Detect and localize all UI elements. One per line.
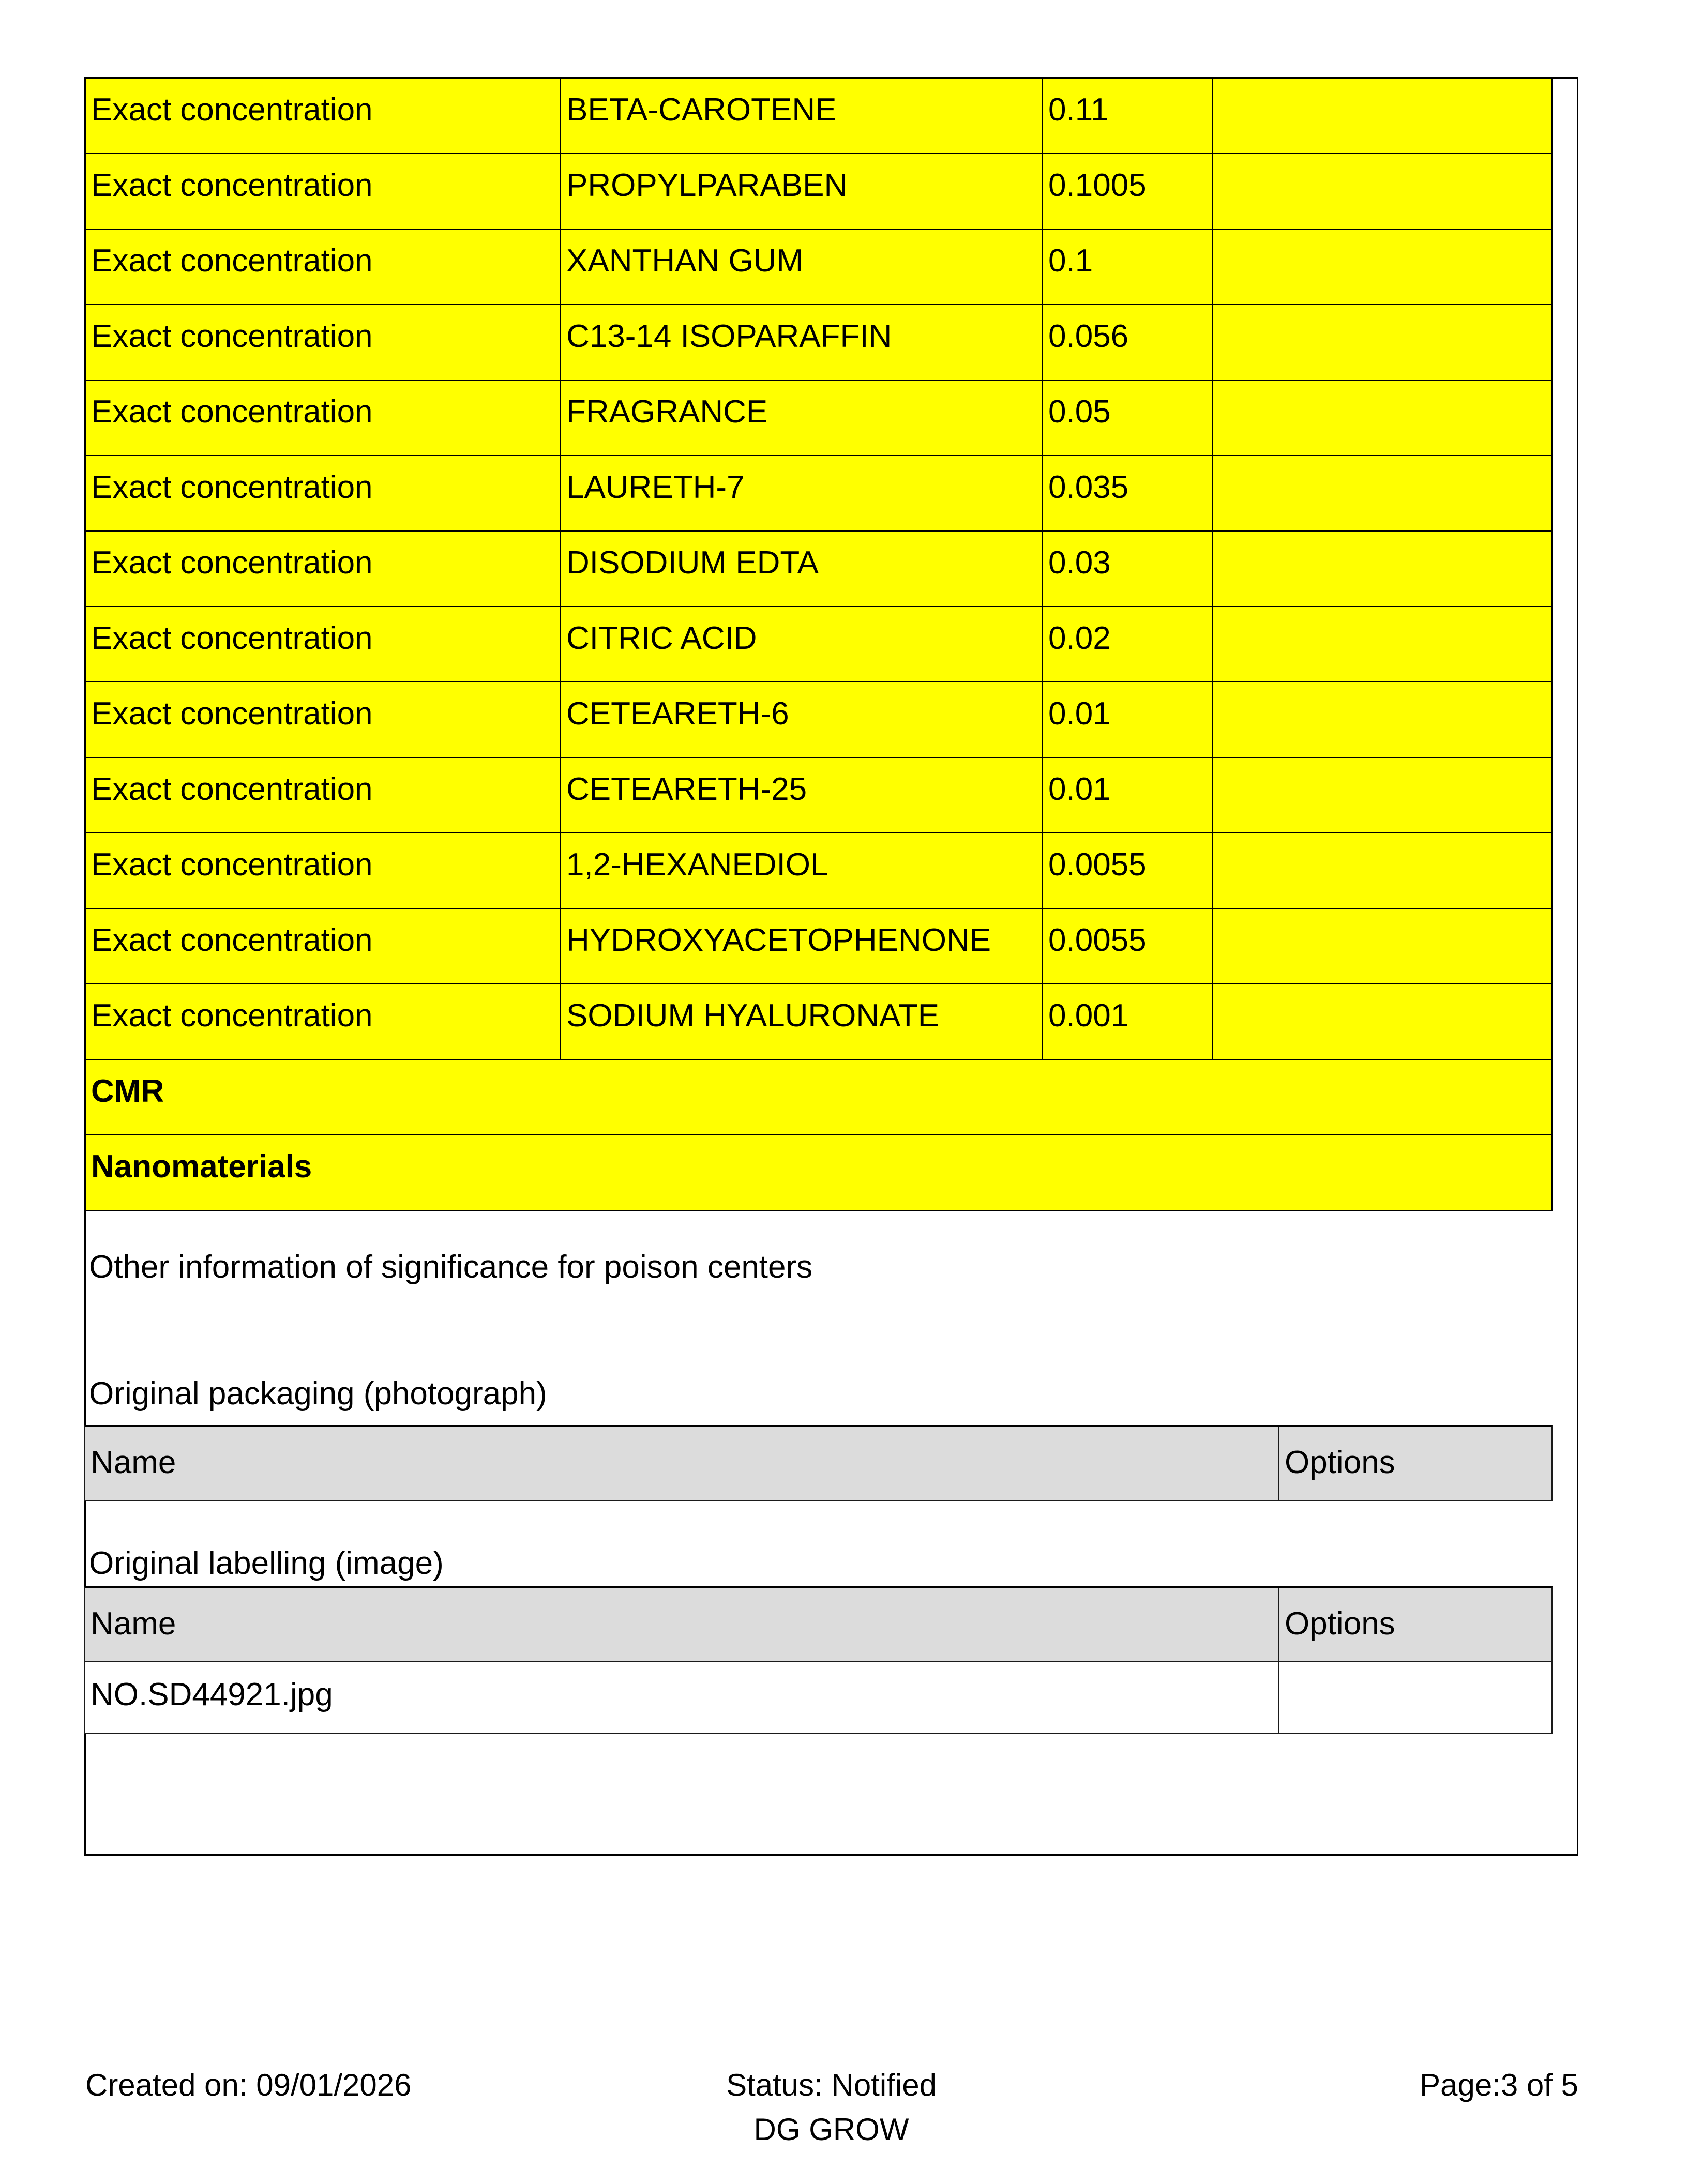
ingredient-name-cell: XANTHAN GUM — [561, 230, 1043, 304]
labelling-table-header — [85, 1588, 1551, 1661]
packaging-table — [84, 1425, 1553, 1501]
table-row — [86, 456, 1553, 532]
ingredient-name-cell: C13-14 ISOPARAFFIN — [561, 305, 1043, 380]
original-packaging-heading: Original packaging (photograph) — [89, 1376, 547, 1412]
ingredient-name-cell: CETEARETH-25 — [561, 758, 1043, 832]
ingredient-name-cell: CITRIC ACID — [561, 607, 1043, 681]
empty-cell — [1213, 456, 1553, 530]
empty-cell — [1213, 682, 1553, 757]
row-label-cell: Exact concentration — [86, 79, 561, 153]
ingredient-name-cell: FRAGRANCE — [561, 381, 1043, 455]
concentration-value-cell: 0.05 — [1043, 381, 1213, 455]
row-label-cell: Exact concentration — [86, 532, 561, 606]
table-row — [86, 305, 1553, 381]
row-label-cell: Exact concentration — [86, 984, 561, 1059]
concentration-value-cell: 0.001 — [1043, 984, 1213, 1059]
empty-cell — [1213, 230, 1553, 304]
cmr-row — [86, 1060, 1553, 1135]
empty-cell — [1213, 758, 1553, 832]
empty-cell — [1213, 154, 1553, 229]
ingredient-name-cell: HYDROXYACETOPHENONE — [561, 909, 1043, 983]
empty-cell — [1213, 381, 1553, 455]
concentration-value-cell: 0.035 — [1043, 456, 1213, 530]
labelling-name-column-header: Name — [91, 1606, 176, 1642]
file-name-cell: NO.SD44921.jpg — [91, 1677, 333, 1712]
empty-cell — [1213, 984, 1553, 1059]
row-label-cell: Exact concentration — [86, 154, 561, 229]
table-row — [86, 532, 1553, 607]
table-row — [86, 154, 1553, 230]
original-labelling-heading: Original labelling (image) — [89, 1545, 444, 1581]
packaging-table-header — [85, 1427, 1551, 1500]
concentration-value-cell: 0.11 — [1043, 79, 1213, 153]
concentration-value-cell: 0.0055 — [1043, 833, 1213, 908]
table-row — [86, 381, 1553, 456]
ingredient-name-cell: PROPYLPARABEN — [561, 154, 1043, 229]
row-label-cell: Exact concentration — [86, 758, 561, 832]
labelling-options-column-header: Options — [1278, 1588, 1551, 1661]
cmr-label: CMR — [86, 1060, 1553, 1134]
table-row — [86, 984, 1553, 1060]
empty-cell — [1213, 532, 1553, 606]
concentration-value-cell: 0.01 — [1043, 682, 1213, 757]
ingredient-name-cell: CETEARETH-6 — [561, 682, 1043, 757]
concentration-value-cell: 0.03 — [1043, 532, 1213, 606]
nanomaterials-row — [86, 1135, 1553, 1211]
row-label-cell: Exact concentration — [86, 833, 561, 908]
ingredient-name-cell: BETA-CAROTENE — [561, 79, 1043, 153]
table-row — [86, 682, 1553, 758]
created-on-text: Created on: 09/01/2026 — [85, 2068, 412, 2102]
table-row — [86, 607, 1553, 682]
row-label-cell: Exact concentration — [86, 456, 561, 530]
options-cell — [1278, 1662, 1551, 1733]
other-info-heading: Other information of significance for poison centers — [89, 1249, 813, 1285]
row-label-cell: Exact concentration — [86, 381, 561, 455]
table-row — [86, 758, 1553, 833]
packaging-options-column-header: Options — [1278, 1427, 1551, 1500]
empty-cell — [1213, 833, 1553, 908]
dg-grow-text: DG GROW — [753, 2112, 909, 2147]
row-label-cell: Exact concentration — [86, 230, 561, 304]
row-label-cell: Exact concentration — [86, 305, 561, 380]
ingredient-name-cell: 1,2-HEXANEDIOL — [561, 833, 1043, 908]
table-row — [86, 833, 1553, 909]
ingredient-name-cell: DISODIUM EDTA — [561, 532, 1043, 606]
page-footer — [84, 2067, 1578, 2171]
status-text: Status: Notified — [726, 2068, 937, 2102]
concentration-value-cell: 0.02 — [1043, 607, 1213, 681]
concentration-rows — [86, 79, 1553, 1060]
empty-cell — [1213, 607, 1553, 681]
table-row — [86, 79, 1553, 154]
concentration-value-cell: 0.1 — [1043, 230, 1213, 304]
concentration-value-cell: 0.01 — [1043, 758, 1213, 832]
concentration-value-cell: 0.056 — [1043, 305, 1213, 380]
concentration-table — [84, 79, 1553, 1211]
page-number-text: Page:3 of 5 — [1420, 2068, 1578, 2102]
table-row — [86, 230, 1553, 305]
empty-cell — [1213, 79, 1553, 153]
labelling-table — [84, 1586, 1553, 1734]
row-label-cell: Exact concentration — [86, 607, 561, 681]
empty-cell — [1213, 909, 1553, 983]
concentration-value-cell: 0.1005 — [1043, 154, 1213, 229]
concentration-value-cell: 0.0055 — [1043, 909, 1213, 983]
nanomaterials-label: Nanomaterials — [86, 1135, 1553, 1210]
empty-cell — [1213, 305, 1553, 380]
row-label-cell: Exact concentration — [86, 909, 561, 983]
row-label-cell: Exact concentration — [86, 682, 561, 757]
table-row — [86, 909, 1553, 984]
ingredient-name-cell: SODIUM HYALURONATE — [561, 984, 1043, 1059]
table-row — [85, 1661, 1551, 1733]
packaging-name-column-header: Name — [91, 1445, 176, 1480]
ingredient-name-cell: LAURETH-7 — [561, 456, 1043, 530]
